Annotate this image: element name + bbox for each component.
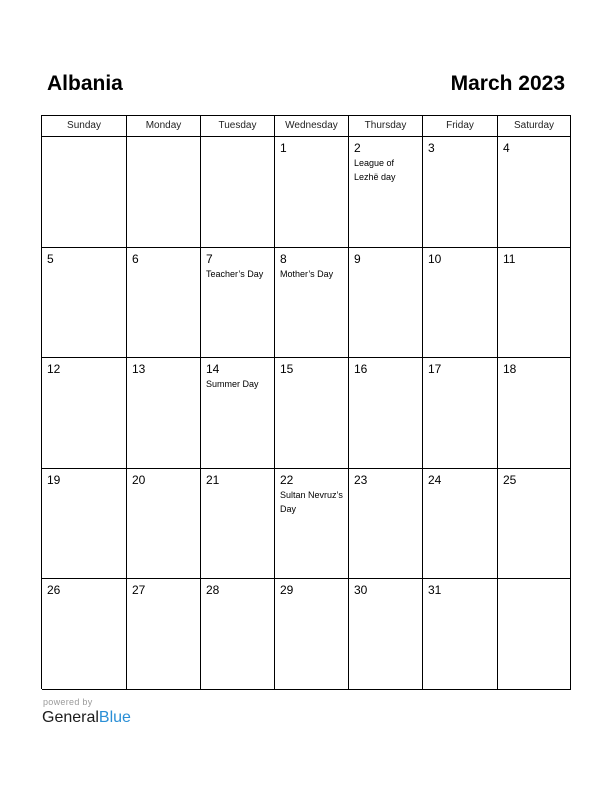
day-number: 20 bbox=[132, 472, 146, 487]
day-number: 30 bbox=[354, 583, 368, 598]
brand-logo[interactable] bbox=[42, 709, 131, 727]
day-cell bbox=[127, 579, 201, 690]
day-cell bbox=[349, 579, 423, 690]
day-number: 4 bbox=[503, 141, 510, 155]
weekday-header-row bbox=[42, 116, 571, 137]
day-number: 24 bbox=[428, 472, 442, 487]
day-cell bbox=[498, 248, 571, 359]
day-number: 10 bbox=[428, 251, 442, 266]
day-cell bbox=[349, 137, 423, 248]
brand-name-blue: Blue bbox=[98, 709, 131, 726]
day-cell bbox=[275, 248, 349, 359]
day-number: 9 bbox=[354, 251, 361, 266]
week-row bbox=[42, 358, 571, 469]
day-cell bbox=[127, 248, 201, 359]
holiday-label: Summer Day bbox=[206, 379, 259, 390]
week-row bbox=[42, 248, 571, 359]
holiday-label: League of Lezhë day bbox=[354, 158, 396, 182]
weekday-header-sunday: Sunday bbox=[42, 116, 127, 137]
day-cell bbox=[275, 579, 349, 690]
day-number: 7 bbox=[206, 251, 213, 266]
day-cell bbox=[423, 579, 498, 690]
holiday-label: Mother’s Day bbox=[280, 268, 334, 279]
day-cell bbox=[201, 248, 275, 359]
day-cell bbox=[349, 469, 423, 580]
day-number: 23 bbox=[354, 472, 368, 487]
day-cell bbox=[127, 137, 201, 248]
day-number: 27 bbox=[132, 583, 146, 598]
day-cell bbox=[498, 579, 571, 690]
day-cell bbox=[498, 137, 571, 248]
brand-name-general: General bbox=[42, 709, 99, 726]
day-number: 29 bbox=[280, 583, 294, 598]
day-number: 31 bbox=[428, 583, 442, 598]
month-title: March 2023 bbox=[450, 72, 565, 95]
day-cell bbox=[275, 358, 349, 469]
day-number: 2 bbox=[354, 141, 361, 155]
week-row bbox=[42, 579, 571, 690]
day-cell bbox=[201, 579, 275, 690]
day-number: 13 bbox=[132, 362, 146, 377]
day-cell bbox=[201, 469, 275, 580]
country-title: Albania bbox=[47, 72, 123, 95]
day-cell bbox=[201, 358, 275, 469]
day-cell bbox=[275, 137, 349, 248]
day-cell bbox=[42, 137, 127, 248]
day-number: 14 bbox=[206, 362, 220, 377]
day-cell bbox=[349, 248, 423, 359]
week-row bbox=[42, 469, 571, 580]
weekday-header-friday: Friday bbox=[423, 116, 498, 137]
day-number: 25 bbox=[503, 472, 517, 487]
day-cell bbox=[42, 469, 127, 580]
day-number: 5 bbox=[47, 251, 54, 266]
day-cell bbox=[349, 358, 423, 469]
powered-by-text: powered by bbox=[43, 697, 93, 707]
day-number: 16 bbox=[354, 362, 368, 377]
day-number: 21 bbox=[206, 472, 220, 487]
calendar-grid bbox=[41, 115, 571, 689]
day-cell bbox=[42, 579, 127, 690]
day-cell bbox=[498, 358, 571, 469]
day-cell bbox=[423, 248, 498, 359]
day-cell bbox=[42, 358, 127, 469]
day-number: 19 bbox=[47, 472, 61, 487]
day-cell bbox=[498, 469, 571, 580]
day-number: 28 bbox=[206, 583, 220, 598]
day-cell bbox=[423, 358, 498, 469]
day-cell bbox=[423, 137, 498, 248]
day-number: 3 bbox=[428, 141, 435, 155]
day-number: 22 bbox=[280, 472, 294, 487]
weekday-header-tuesday: Tuesday bbox=[201, 116, 275, 137]
day-cell bbox=[42, 248, 127, 359]
holiday-label: Sultan Nevruz’s Day bbox=[280, 489, 343, 514]
weekday-header-wednesday: Wednesday bbox=[275, 116, 349, 137]
day-cell bbox=[423, 469, 498, 580]
day-number: 8 bbox=[280, 251, 287, 266]
day-number: 15 bbox=[280, 362, 294, 377]
day-number: 1 bbox=[280, 141, 287, 155]
weekday-header-monday: Monday bbox=[127, 116, 201, 137]
day-number: 18 bbox=[503, 362, 517, 377]
day-cell bbox=[127, 358, 201, 469]
day-number: 6 bbox=[132, 251, 139, 266]
weekday-header-saturday: Saturday bbox=[498, 116, 571, 137]
day-number: 12 bbox=[47, 362, 61, 377]
day-number: 17 bbox=[428, 362, 442, 377]
holiday-label: Teacher’s Day bbox=[206, 268, 264, 279]
week-row bbox=[42, 137, 571, 248]
day-cell bbox=[127, 469, 201, 580]
weekday-header-thursday: Thursday bbox=[349, 116, 423, 137]
day-number: 26 bbox=[47, 583, 61, 598]
day-cell bbox=[275, 469, 349, 580]
day-number: 11 bbox=[503, 251, 516, 266]
day-cell bbox=[201, 137, 275, 248]
